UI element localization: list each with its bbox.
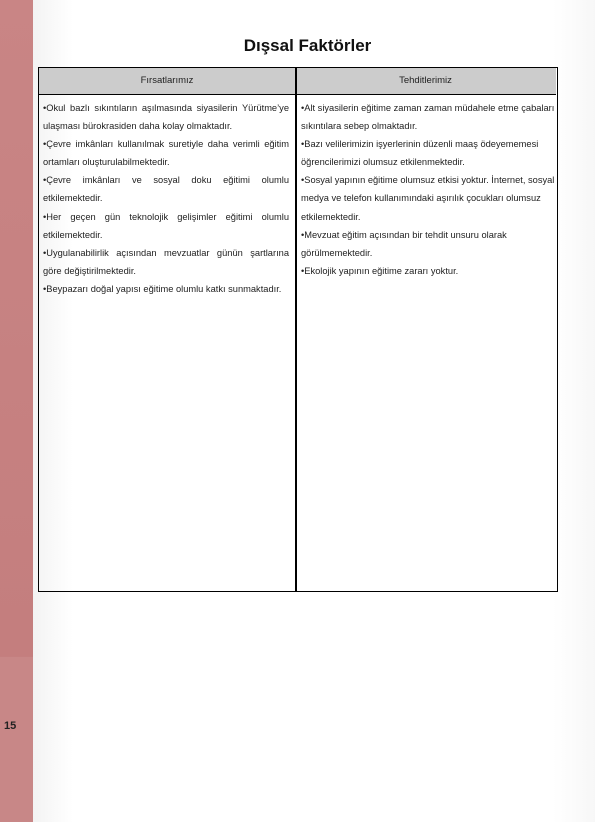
threats-column bbox=[301, 99, 555, 280]
opportunity-item: •Her geçen gün teknolojik gelişimler eğitimi olumlu etkilemektedir. bbox=[43, 211, 289, 240]
opportunity-item: •Okul bazlı sıkıntıların aşılmasında siyasilerin Yürütme’ye ulaşması bürokrasiden daha kolay olmaktadır. bbox=[43, 103, 289, 132]
opportunities-header: Fırsatlarımız bbox=[39, 68, 295, 95]
threats-header: Tehditlerimiz bbox=[295, 68, 556, 95]
opportunities-column bbox=[43, 99, 289, 298]
threat-item: •Bazı velilerimizin işyerlerinin düzenli maaş ödeyememesi öğrencilerimizi olumsuz etkilenmektedir. bbox=[301, 139, 539, 168]
threat-item: •Alt siyasilerin eğitime zaman zaman müdahele etme çabaları sıkıntılara sebep olmaktadır. bbox=[301, 103, 555, 132]
opportunity-item: •Çevre imkânları kullanılmak suretiyle daha verimli eğitim ortamları oluşturulabilmektedir. bbox=[43, 139, 289, 168]
opportunity-item: •Uygulanabilirlik açısından mevzuatlar günün şartlarına göre değiştirilmektedir. bbox=[43, 247, 289, 276]
page-title: Dışsal Faktörler bbox=[243, 36, 372, 55]
threat-item: •Ekolojik yapının eğitime zararı yoktur. bbox=[301, 265, 459, 276]
opportunity-item: •Çevre imkânları ve sosyal doku eğitimi olumlu etkilemektedir. bbox=[43, 175, 289, 204]
opportunity-item: •Beypazarı doğal yapısı eğitime olumlu katkı sunmaktadır. bbox=[43, 283, 282, 294]
left-bar-footer-block bbox=[0, 657, 33, 822]
threat-item: •Mevzuat eğitim açısından bir tehdit unsuru olarak görülmemektedir. bbox=[301, 229, 507, 258]
page-number: 15 bbox=[4, 720, 17, 732]
external-factors-table bbox=[38, 67, 558, 592]
column-divider bbox=[295, 68, 297, 591]
threat-item: •Sosyal yapının eğitime olumsuz etkisi yoktur. İnternet, sosyal medya ve telefon kullanımındaki aşırılık çocukları olumsuz etkilemektedir. bbox=[301, 175, 555, 222]
